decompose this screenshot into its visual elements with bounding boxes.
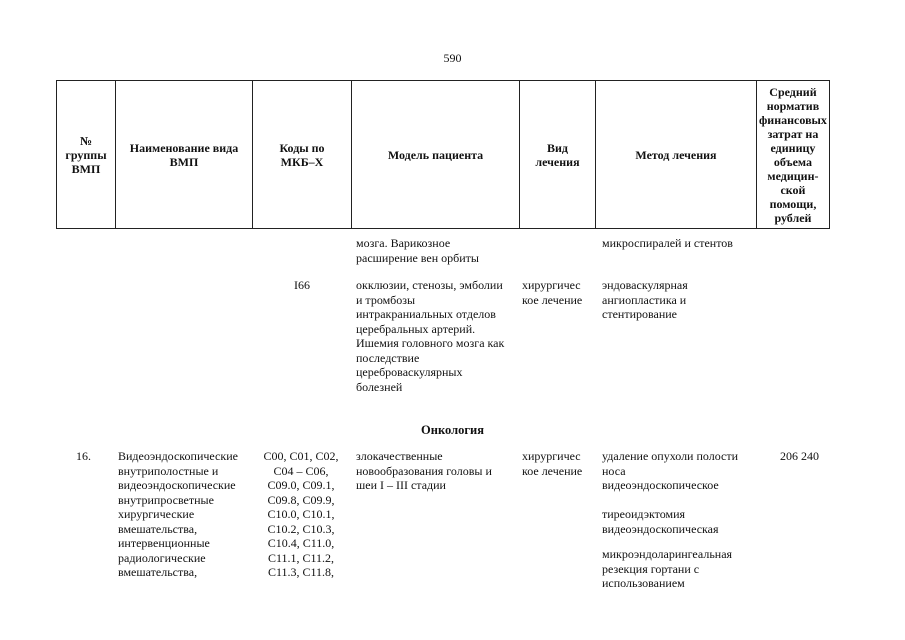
row16-method-3: микроэндоларингеальная резекция гортани с использованием xyxy=(602,547,733,590)
row16-treatment: хирургичес кое лечение xyxy=(522,449,583,478)
header-average-cost: Средний норматив финансовых затрат на единицу объема медицин- ской помощи, рублей xyxy=(757,81,830,229)
header-table xyxy=(56,80,830,229)
header-treatment-method: Метод лечения xyxy=(596,81,757,229)
header-patient-model: Модель пациента xyxy=(352,81,520,229)
continuation-model: мозга. Варикозное расширение вен орбиты xyxy=(356,236,479,265)
row16-cost: 206 240 xyxy=(780,449,819,463)
i66-model: окклюзии, стенозы, эмболии и тромбозы интракраниальных отделов церебральных артерий. Ишемия головного мозга как последствие цереброваскулярных болезней xyxy=(356,278,505,394)
i66-treatment: хирургичес кое лечение xyxy=(522,278,583,307)
section-title-oncology: Онкология xyxy=(421,423,484,437)
row16-model: злокачественные новообразования головы и шеи I – III стадии xyxy=(356,449,492,492)
header-row xyxy=(57,81,830,229)
row16-method-1: удаление опухоли полости носа видеоэндоскопическое xyxy=(602,449,739,492)
row16-method-2: тиреоидэктомия видеоэндоскопическая xyxy=(602,507,719,536)
row16-number: 16. xyxy=(76,449,91,463)
header-icd-codes: Коды по МКБ–Х xyxy=(253,81,352,229)
i66-method: эндоваскулярная ангиопластика и стентирование xyxy=(602,278,688,321)
page-number: 590 xyxy=(443,51,462,65)
row16-codes: C00, C01, C02, C04 – C06, C09.0, C09.1, C09.8, C09.9, C10.0, C10.1, C10.2, C10.3, C10.4, C11.0, C11.1, C11.2, C11.3, C11.8, xyxy=(263,449,339,579)
continuation-method: микроспиралей и стентов xyxy=(602,236,733,250)
row16-name: Видеоэндоскопические внутриполостные и видеоэндоскопические внутрипросветные хирургические вмешательства, интервенционные радиологические вмешательства, xyxy=(118,449,238,579)
i66-codes: I66 xyxy=(294,278,310,292)
header-vmp-name: Наименование вида ВМП xyxy=(116,81,253,229)
header-group-number: № группы ВМП xyxy=(57,81,116,229)
header-treatment-type: Вид лечения xyxy=(520,81,596,229)
